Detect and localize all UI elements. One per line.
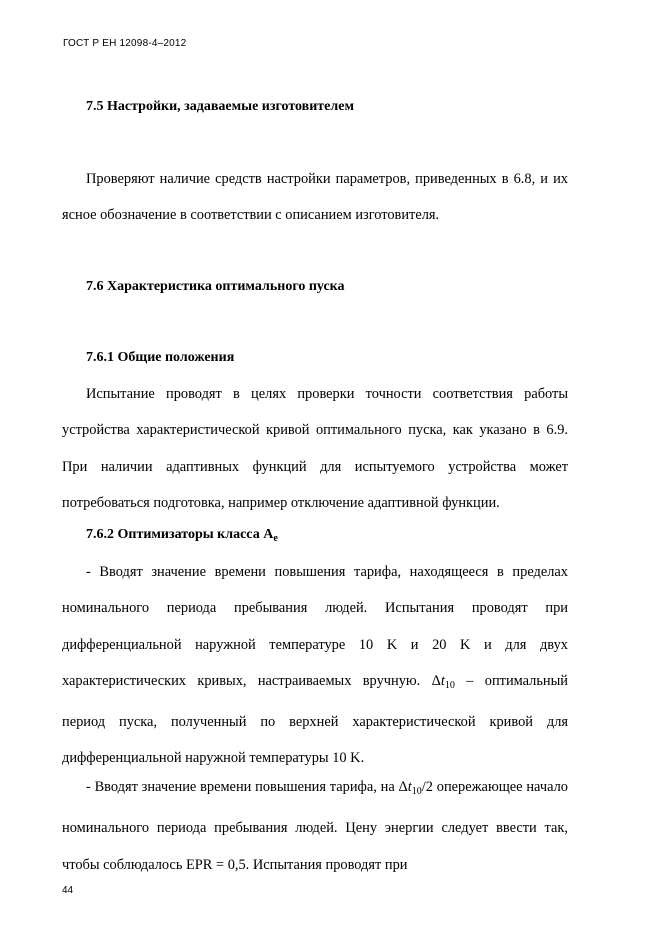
delta-symbol: Δ bbox=[398, 779, 408, 795]
document-header: ГОСТ Р ЕН 12098-4–2012 bbox=[63, 38, 187, 49]
time-symbol: t bbox=[407, 779, 412, 795]
paragraph-1-text-b: – оптимальный период пуска, полученный по верхней характеристической кривой для дифференциальной наружной температуры 10 K. bbox=[62, 672, 568, 767]
time-symbol: t bbox=[440, 672, 445, 689]
page-number: 44 bbox=[62, 885, 74, 896]
section-7-6-1-paragraph: Испытание проводят в целях проверки точности соответствия работы устройства характеристической кривой оптимального пуска, как указано в 6.9. При наличии адаптивных функций для испытуемого устройства может потребоваться подготовка, например отключение адаптивной функции. bbox=[62, 386, 568, 511]
section-7-5-title: 7.5 Настройки, задаваемые изготовителем bbox=[86, 99, 354, 114]
section-7-6-2-paragraph-2 bbox=[62, 769, 568, 883]
section-7-6-2-title bbox=[86, 527, 278, 544]
delta-symbol: Δ bbox=[431, 672, 441, 689]
paragraph-1-text-a: - Вводят значение времени повышения тарифа, находящееся в пределах номинального периода пребывания людей. Испытания проводят при дифференциальной наружной температуре 10 K и 20 K и для двух характеристических кривых, настраиваемых вручную. bbox=[62, 564, 568, 689]
section-7-6-title: 7.6 Характеристика оптимального пуска bbox=[86, 279, 345, 294]
time-subscript: 10 bbox=[411, 786, 422, 797]
class-subscript: e bbox=[273, 533, 278, 544]
time-subscript: 10 bbox=[444, 679, 455, 691]
section-7-6-1-title: 7.6.1 Общие положения bbox=[86, 350, 235, 365]
paragraph-2-text-b: /2 опережающее начало номинального периода пребывания людей. Цену энергии следует ввести так, чтобы соблюдалось EPR = 0,5. Испытания проводят при bbox=[62, 779, 568, 873]
paragraph-2-text-a: - Вводят значение времени повышения тарифа, на bbox=[86, 779, 399, 795]
section-7-5-paragraph: Проверяют наличие средств настройки параметров, приведенных в 6.8, и их ясное обозначение в соответствии с описанием изготовителя. bbox=[62, 171, 568, 224]
section-7-6-2-title-text: 7.6.2 Оптимизаторы класса A bbox=[86, 527, 274, 542]
section-7-6-2-paragraph-1 bbox=[62, 554, 568, 777]
